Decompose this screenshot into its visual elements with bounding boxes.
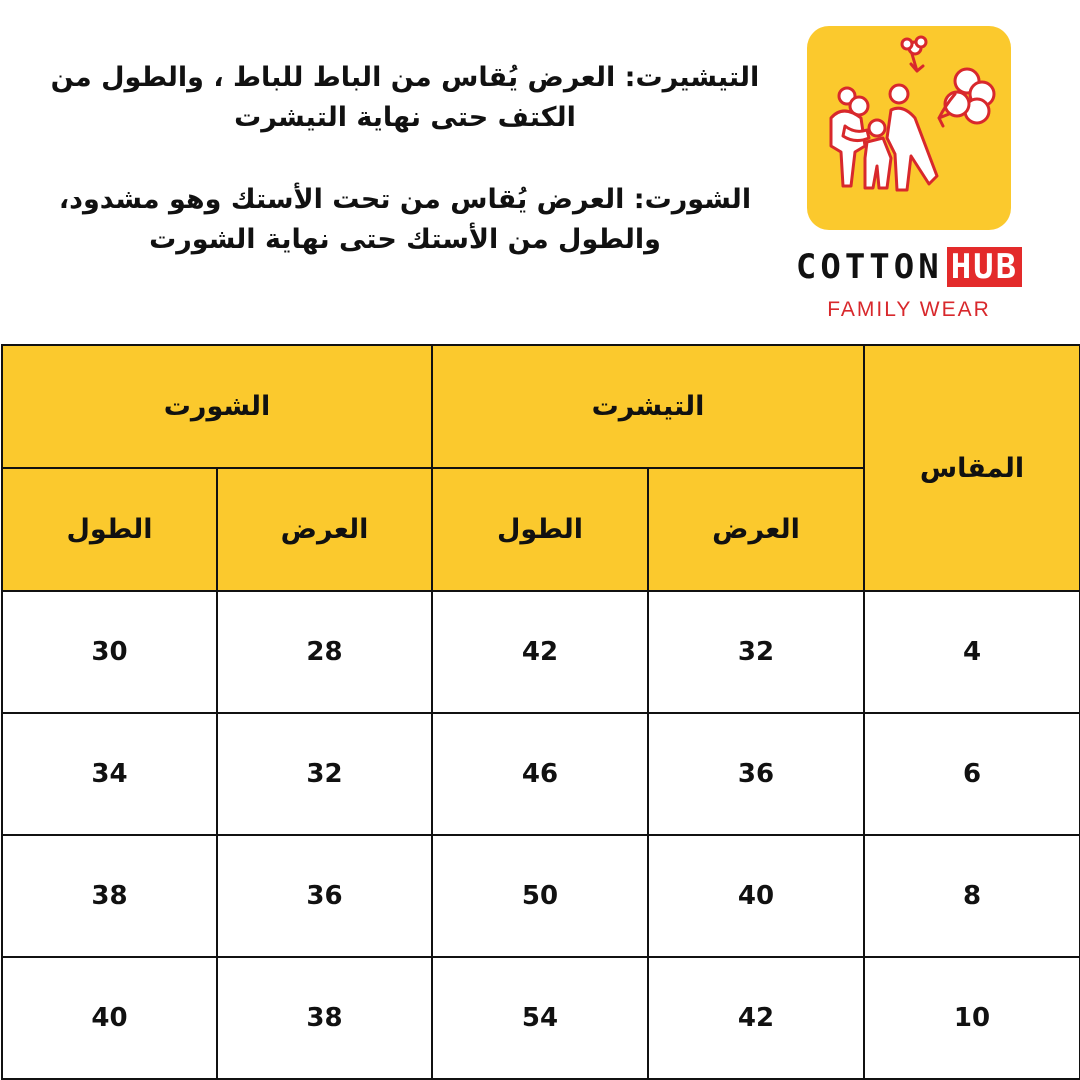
- tshirt-length-cell: 50: [432, 835, 648, 957]
- table-row: [2, 957, 1080, 1079]
- brand-name: [790, 247, 1028, 287]
- shorts-length-cell: 30: [2, 591, 217, 713]
- shorts-header: الشورت: [2, 345, 432, 468]
- family-cotton-logo-icon: [807, 26, 1011, 230]
- tshirt-width-header: العرض: [648, 468, 864, 591]
- shorts-width-cell: 38: [217, 957, 432, 1079]
- shorts-width-cell: 28: [217, 591, 432, 713]
- brand-name-cotton: COTTON: [795, 247, 943, 287]
- size-cell: 10: [864, 957, 1080, 1079]
- shorts-width-cell: 32: [217, 713, 432, 835]
- size-cell: 8: [864, 835, 1080, 957]
- shorts-measure-note: الشورت: العرض يُقاس من تحت الأستك وهو مشدود، والطول من الأستك حتى نهاية الشورت: [58, 184, 752, 255]
- shorts-length-cell: 40: [2, 957, 217, 1079]
- table-header-row: [2, 345, 1080, 468]
- size-cell: 4: [864, 591, 1080, 713]
- tshirt-measure-note: التيشيرت: العرض يُقاس من الباط للباط ، والطول من الكتف حتى نهاية التيشرت: [50, 62, 760, 133]
- size-notes: [20, 58, 790, 302]
- size-chart-table: [1, 344, 1080, 1080]
- tshirt-width-cell: 42: [648, 957, 864, 1079]
- shorts-width-cell: 36: [217, 835, 432, 957]
- tshirt-length-cell: 42: [432, 591, 648, 713]
- tshirt-width-cell: 32: [648, 591, 864, 713]
- tshirt-length-cell: 54: [432, 957, 648, 1079]
- tshirt-header: التيشرت: [432, 345, 864, 468]
- table-row: [2, 835, 1080, 957]
- shorts-width-header: العرض: [217, 468, 432, 591]
- tshirt-length-header: الطول: [432, 468, 648, 591]
- tshirt-length-cell: 46: [432, 713, 648, 835]
- shorts-length-cell: 34: [2, 713, 217, 835]
- size-cell: 6: [864, 713, 1080, 835]
- table-row: [2, 591, 1080, 713]
- size-header: المقاس: [864, 345, 1080, 591]
- table-row: [2, 713, 1080, 835]
- brand-tagline: FAMILY WEAR: [827, 298, 991, 321]
- shorts-length-cell: 38: [2, 835, 217, 957]
- tshirt-width-cell: 40: [648, 835, 864, 957]
- brand-name-hub: HUB: [947, 247, 1022, 287]
- tshirt-width-cell: 36: [648, 713, 864, 835]
- shorts-length-header: الطول: [2, 468, 217, 591]
